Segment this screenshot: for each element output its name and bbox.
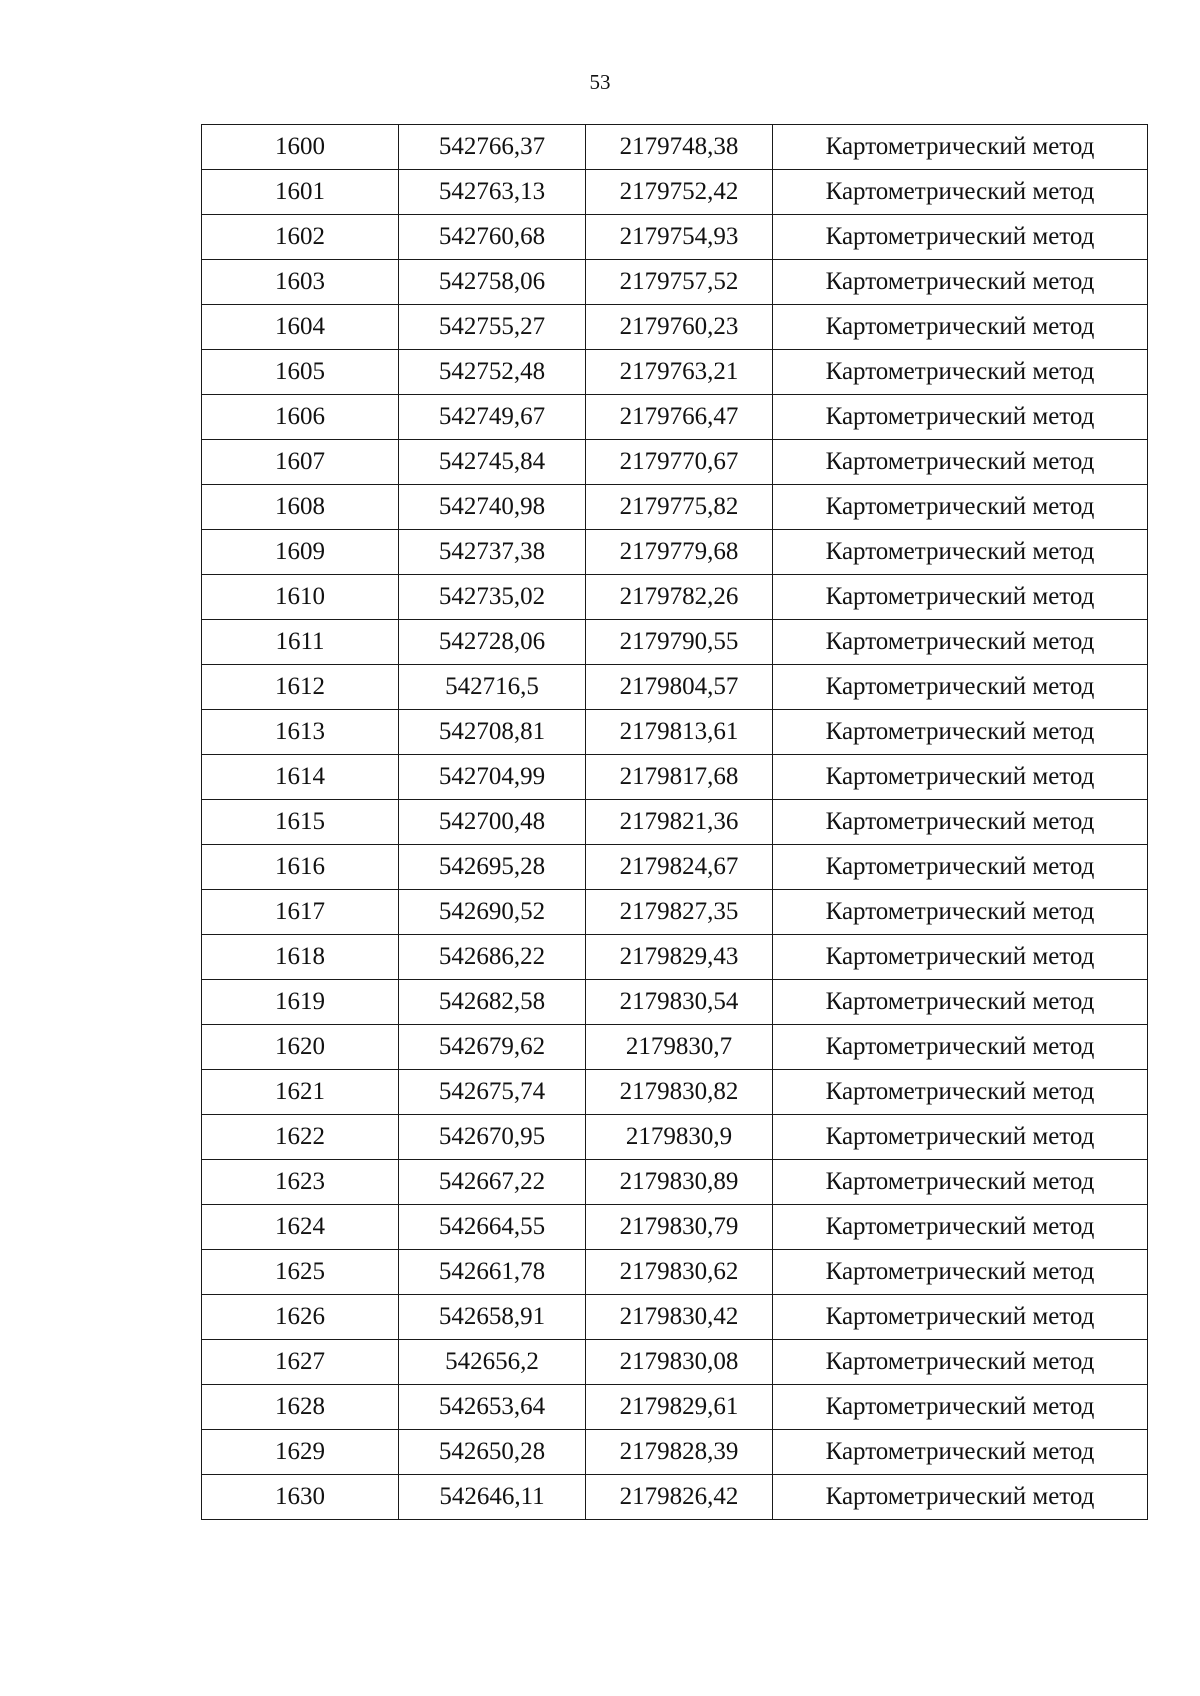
table-row — [202, 665, 1148, 710]
table-row — [202, 755, 1148, 800]
y-coordinate-cell: 2179830,89 — [586, 1160, 773, 1205]
method-cell: Картометрический метод — [773, 395, 1148, 440]
table-row — [202, 1115, 1148, 1160]
point-number-cell: 1625 — [202, 1250, 399, 1295]
point-number-cell: 1616 — [202, 845, 399, 890]
x-coordinate-cell: 542664,55 — [399, 1205, 586, 1250]
table-row — [202, 215, 1148, 260]
table-row — [202, 1205, 1148, 1250]
y-coordinate-cell: 2179824,67 — [586, 845, 773, 890]
method-cell: Картометрический метод — [773, 215, 1148, 260]
table-row — [202, 395, 1148, 440]
table-row — [202, 1475, 1148, 1520]
x-coordinate-cell: 542766,37 — [399, 125, 586, 170]
point-number-cell: 1630 — [202, 1475, 399, 1520]
table-row — [202, 1295, 1148, 1340]
method-cell: Картометрический метод — [773, 845, 1148, 890]
x-coordinate-cell: 542658,91 — [399, 1295, 586, 1340]
table-row — [202, 1430, 1148, 1475]
y-coordinate-cell: 2179830,79 — [586, 1205, 773, 1250]
method-cell: Картометрический метод — [773, 980, 1148, 1025]
x-coordinate-cell: 542679,62 — [399, 1025, 586, 1070]
y-coordinate-cell: 2179830,08 — [586, 1340, 773, 1385]
table-row — [202, 1385, 1148, 1430]
method-cell: Картометрический метод — [773, 935, 1148, 980]
method-cell: Картометрический метод — [773, 440, 1148, 485]
y-coordinate-cell: 2179763,21 — [586, 350, 773, 395]
y-coordinate-cell: 2179748,38 — [586, 125, 773, 170]
point-number-cell: 1610 — [202, 575, 399, 620]
x-coordinate-cell: 542700,48 — [399, 800, 586, 845]
table-row — [202, 1070, 1148, 1115]
x-coordinate-cell: 542745,84 — [399, 440, 586, 485]
y-coordinate-cell: 2179829,61 — [586, 1385, 773, 1430]
method-cell: Картометрический метод — [773, 1295, 1148, 1340]
y-coordinate-cell: 2179804,57 — [586, 665, 773, 710]
point-number-cell: 1617 — [202, 890, 399, 935]
point-number-cell: 1600 — [202, 125, 399, 170]
y-coordinate-cell: 2179813,61 — [586, 710, 773, 755]
x-coordinate-cell: 542728,06 — [399, 620, 586, 665]
x-coordinate-cell: 542749,67 — [399, 395, 586, 440]
table-row — [202, 1160, 1148, 1205]
table-row — [202, 1025, 1148, 1070]
point-number-cell: 1602 — [202, 215, 399, 260]
y-coordinate-cell: 2179790,55 — [586, 620, 773, 665]
point-number-cell: 1606 — [202, 395, 399, 440]
x-coordinate-cell: 542656,2 — [399, 1340, 586, 1385]
y-coordinate-cell: 2179829,43 — [586, 935, 773, 980]
y-coordinate-cell: 2179752,42 — [586, 170, 773, 215]
point-number-cell: 1624 — [202, 1205, 399, 1250]
point-number-cell: 1622 — [202, 1115, 399, 1160]
point-number-cell: 1618 — [202, 935, 399, 980]
table-row — [202, 170, 1148, 215]
method-cell: Картометрический метод — [773, 1385, 1148, 1430]
method-cell: Картометрический метод — [773, 1115, 1148, 1160]
point-number-cell: 1605 — [202, 350, 399, 395]
page-number: 53 — [589, 70, 611, 94]
method-cell: Картометрический метод — [773, 530, 1148, 575]
y-coordinate-cell: 2179782,26 — [586, 575, 773, 620]
table-row — [202, 350, 1148, 395]
point-number-cell: 1621 — [202, 1070, 399, 1115]
point-number-cell: 1609 — [202, 530, 399, 575]
method-cell: Картометрический метод — [773, 170, 1148, 215]
table-row — [202, 1250, 1148, 1295]
x-coordinate-cell: 542760,68 — [399, 215, 586, 260]
method-cell: Картометрический метод — [773, 800, 1148, 845]
point-number-cell: 1611 — [202, 620, 399, 665]
method-cell: Картометрический метод — [773, 1160, 1148, 1205]
x-coordinate-cell: 542661,78 — [399, 1250, 586, 1295]
y-coordinate-cell: 2179775,82 — [586, 485, 773, 530]
table-row — [202, 440, 1148, 485]
method-cell: Картометрический метод — [773, 1070, 1148, 1115]
point-number-cell: 1626 — [202, 1295, 399, 1340]
method-cell: Картометрический метод — [773, 755, 1148, 800]
x-coordinate-cell: 542758,06 — [399, 260, 586, 305]
method-cell: Картометрический метод — [773, 710, 1148, 755]
method-cell: Картометрический метод — [773, 1025, 1148, 1070]
table-row — [202, 125, 1148, 170]
x-coordinate-cell: 542704,99 — [399, 755, 586, 800]
point-number-cell: 1614 — [202, 755, 399, 800]
y-coordinate-cell: 2179830,62 — [586, 1250, 773, 1295]
method-cell: Картометрический метод — [773, 620, 1148, 665]
method-cell: Картометрический метод — [773, 485, 1148, 530]
method-cell: Картометрический метод — [773, 305, 1148, 350]
x-coordinate-cell: 542755,27 — [399, 305, 586, 350]
y-coordinate-cell: 2179770,67 — [586, 440, 773, 485]
y-coordinate-cell: 2179830,7 — [586, 1025, 773, 1070]
y-coordinate-cell: 2179826,42 — [586, 1475, 773, 1520]
coordinates-table — [201, 124, 1148, 1520]
y-coordinate-cell: 2179766,47 — [586, 395, 773, 440]
point-number-cell: 1627 — [202, 1340, 399, 1385]
y-coordinate-cell: 2179827,35 — [586, 890, 773, 935]
point-number-cell: 1607 — [202, 440, 399, 485]
x-coordinate-cell: 542686,22 — [399, 935, 586, 980]
method-cell: Картометрический метод — [773, 260, 1148, 305]
table-row — [202, 980, 1148, 1025]
table-row — [202, 260, 1148, 305]
x-coordinate-cell: 542740,98 — [399, 485, 586, 530]
method-cell: Картометрический метод — [773, 1340, 1148, 1385]
point-number-cell: 1603 — [202, 260, 399, 305]
table-row — [202, 935, 1148, 980]
table-row — [202, 485, 1148, 530]
x-coordinate-cell: 542653,64 — [399, 1385, 586, 1430]
y-coordinate-cell: 2179830,42 — [586, 1295, 773, 1340]
point-number-cell: 1619 — [202, 980, 399, 1025]
table-row — [202, 530, 1148, 575]
point-number-cell: 1608 — [202, 485, 399, 530]
x-coordinate-cell: 542737,38 — [399, 530, 586, 575]
y-coordinate-cell: 2179754,93 — [586, 215, 773, 260]
method-cell: Картометрический метод — [773, 1205, 1148, 1250]
x-coordinate-cell: 542716,5 — [399, 665, 586, 710]
method-cell: Картометрический метод — [773, 350, 1148, 395]
coordinates-table-body — [202, 125, 1148, 1520]
point-number-cell: 1615 — [202, 800, 399, 845]
y-coordinate-cell: 2179821,36 — [586, 800, 773, 845]
method-cell: Картометрический метод — [773, 575, 1148, 620]
table-row — [202, 845, 1148, 890]
table-row — [202, 620, 1148, 665]
point-number-cell: 1628 — [202, 1385, 399, 1430]
y-coordinate-cell: 2179828,39 — [586, 1430, 773, 1475]
x-coordinate-cell: 542752,48 — [399, 350, 586, 395]
method-cell: Картометрический метод — [773, 1475, 1148, 1520]
point-number-cell: 1629 — [202, 1430, 399, 1475]
method-cell: Картометрический метод — [773, 1250, 1148, 1295]
y-coordinate-cell: 2179817,68 — [586, 755, 773, 800]
point-number-cell: 1604 — [202, 305, 399, 350]
y-coordinate-cell: 2179830,54 — [586, 980, 773, 1025]
method-cell: Картометрический метод — [773, 125, 1148, 170]
table-row — [202, 575, 1148, 620]
table-row — [202, 800, 1148, 845]
y-coordinate-cell: 2179830,82 — [586, 1070, 773, 1115]
table-row — [202, 890, 1148, 935]
x-coordinate-cell: 542650,28 — [399, 1430, 586, 1475]
x-coordinate-cell: 542646,11 — [399, 1475, 586, 1520]
x-coordinate-cell: 542670,95 — [399, 1115, 586, 1160]
x-coordinate-cell: 542695,28 — [399, 845, 586, 890]
y-coordinate-cell: 2179760,23 — [586, 305, 773, 350]
point-number-cell: 1620 — [202, 1025, 399, 1070]
method-cell: Картометрический метод — [773, 890, 1148, 935]
method-cell: Картометрический метод — [773, 665, 1148, 710]
y-coordinate-cell: 2179830,9 — [586, 1115, 773, 1160]
point-number-cell: 1613 — [202, 710, 399, 755]
x-coordinate-cell: 542763,13 — [399, 170, 586, 215]
x-coordinate-cell: 542682,58 — [399, 980, 586, 1025]
point-number-cell: 1601 — [202, 170, 399, 215]
table-row — [202, 710, 1148, 755]
x-coordinate-cell: 542690,52 — [399, 890, 586, 935]
y-coordinate-cell: 2179779,68 — [586, 530, 773, 575]
x-coordinate-cell: 542667,22 — [399, 1160, 586, 1205]
point-number-cell: 1612 — [202, 665, 399, 710]
x-coordinate-cell: 542735,02 — [399, 575, 586, 620]
x-coordinate-cell: 542675,74 — [399, 1070, 586, 1115]
table-row — [202, 305, 1148, 350]
y-coordinate-cell: 2179757,52 — [586, 260, 773, 305]
x-coordinate-cell: 542708,81 — [399, 710, 586, 755]
table-row — [202, 1340, 1148, 1385]
point-number-cell: 1623 — [202, 1160, 399, 1205]
method-cell: Картометрический метод — [773, 1430, 1148, 1475]
